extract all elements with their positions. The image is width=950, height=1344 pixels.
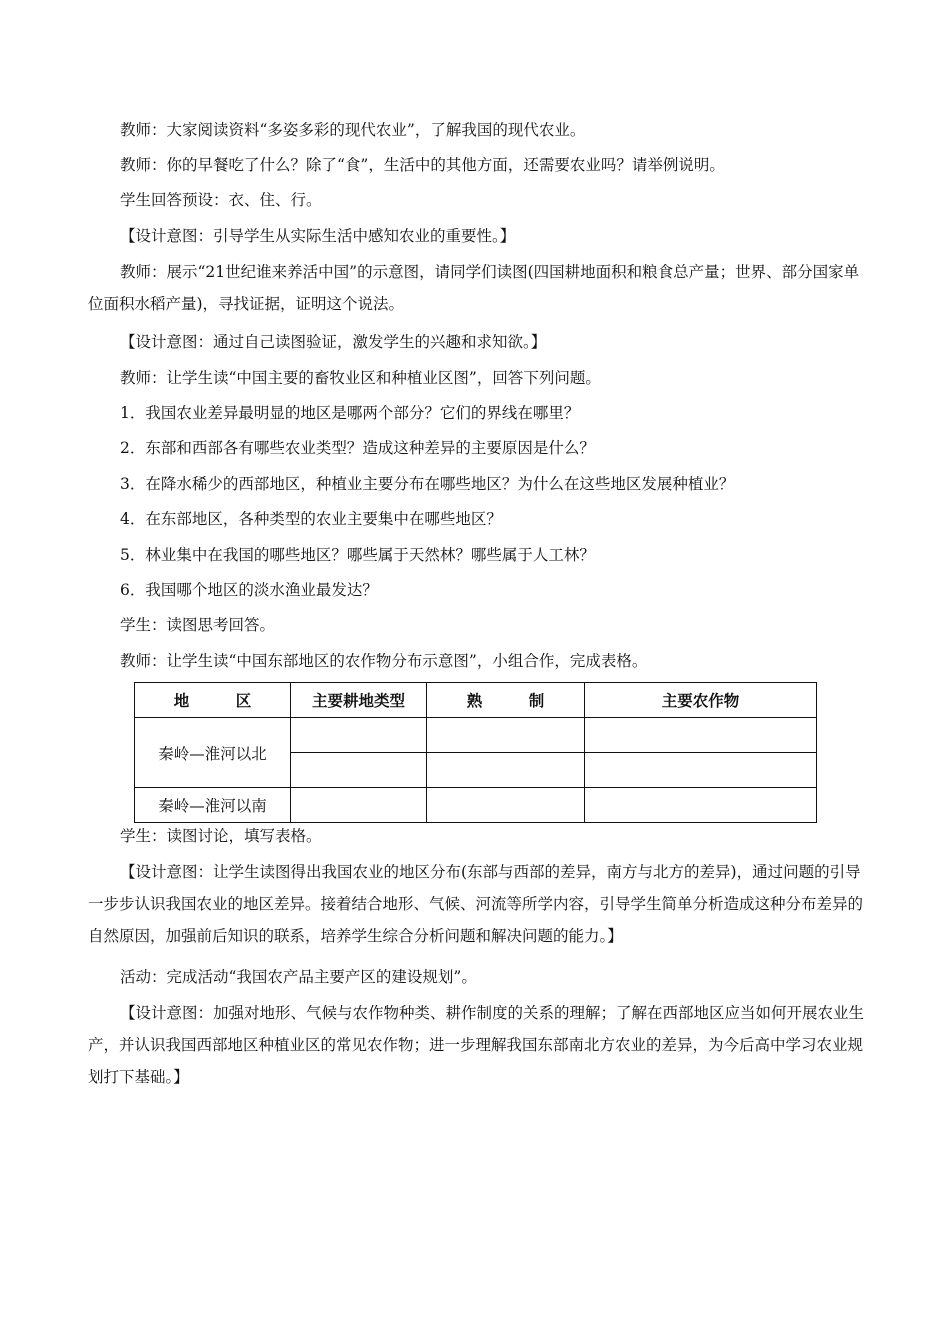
region-south: 秦岭—淮河以南 xyxy=(135,788,291,823)
crop-distribution-table xyxy=(134,682,817,823)
region-north: 秦岭—淮河以北 xyxy=(135,718,291,788)
paragraph: 教师：大家阅读资料“多姿多彩的现代农业”，了解我国的现代农业。 xyxy=(120,121,586,139)
table-row xyxy=(135,718,817,753)
paragraph: 教师：让学生读“中国主要的畜牧业区和种植业区图”，回答下列问题。 xyxy=(120,369,601,387)
question-item: 3．在降水稀少的西部地区，种植业主要分布在哪些地区？为什么在这些地区发展种植业？ xyxy=(120,475,735,493)
header-region: 地 区 xyxy=(135,683,291,718)
header-farmland-type: 主要耕地类型 xyxy=(291,683,427,718)
table-cell[interactable] xyxy=(427,788,585,823)
table-cell[interactable] xyxy=(291,753,427,788)
question-item: 4．在东部地区，各种类型的农业主要集中在哪些地区？ xyxy=(120,510,502,528)
question-item: 1．我国农业差异最明显的地区是哪两个部分？它们的界线在哪里？ xyxy=(120,404,580,422)
question-item: 6．我国哪个地区的淡水渔业最发达？ xyxy=(120,581,378,599)
header-main-crops: 主要农作物 xyxy=(585,683,817,718)
paragraph: 教师：让学生读“中国东部地区的农作物分布示意图”，小组合作，完成表格。 xyxy=(120,652,648,670)
design-intent-note: 【设计意图：引导学生从实际生活中感知农业的重要性。】 xyxy=(120,227,516,245)
table-row xyxy=(135,788,817,823)
paragraph: 教师：展示“21世纪谁来养活中国”的示意图，请同学们读图(四国耕地面积和粮食总产量；世界、部分国家单位面积水稻产量)，寻找证据，证明这个说法。 xyxy=(88,263,860,313)
paragraph: 教师：你的早餐吃了什么？除了“食”，生活中的其他方面，还需要农业吗？请举例说明。 xyxy=(120,156,725,174)
paragraph: 学生：读图思考回答。 xyxy=(120,616,276,634)
paragraph: 活动：完成活动“我国农产品主要产区的建设规划”。 xyxy=(120,968,477,986)
paragraph: 学生回答预设：衣、住、行。 xyxy=(120,191,322,209)
table-cell[interactable] xyxy=(585,788,817,823)
design-intent-note: 【设计意图：让学生读图得出我国农业的地区分布(东部与西部的差异，南方与北方的差异)，通过问题的引导一步步认识我国农业的地区差异。接着结合地形、气候、河流等所学内容，引导学生简单分析造成这种分布差异的自然原因，加强前后知识的联系，培养学生综合分析问题和解决问题的能力。】 xyxy=(88,863,864,945)
question-item: 2．东部和西部各有哪些农业类型？造成这种差异的主要原因是什么？ xyxy=(120,439,595,457)
design-intent-note: 【设计意图：通过自己读图验证，激发学生的兴趣和求知欲。】 xyxy=(120,333,547,351)
design-intent-note: 【设计意图：加强对地形、气候与农作物种类、耕作制度的关系的理解；了解在西部地区应当如何开展农业生产，并认识我国西部地区种植业区的常见农作物；进一步理解我国东部南北方农业的差异，为今后高中学习农业规划打下基础。】 xyxy=(88,1004,865,1086)
table-cell[interactable] xyxy=(427,753,585,788)
table-cell[interactable] xyxy=(291,788,427,823)
question-item: 5．林业集中在我国的哪些地区？哪些属于天然林？哪些属于人工林？ xyxy=(120,546,595,564)
header-cropping-system: 熟 制 xyxy=(427,683,585,718)
table-cell[interactable] xyxy=(291,718,427,753)
paragraph: 学生：读图讨论，填写表格。 xyxy=(120,827,322,845)
table-header-row xyxy=(135,683,817,718)
table-cell[interactable] xyxy=(585,753,817,788)
table-cell[interactable] xyxy=(427,718,585,753)
table-cell[interactable] xyxy=(585,718,817,753)
